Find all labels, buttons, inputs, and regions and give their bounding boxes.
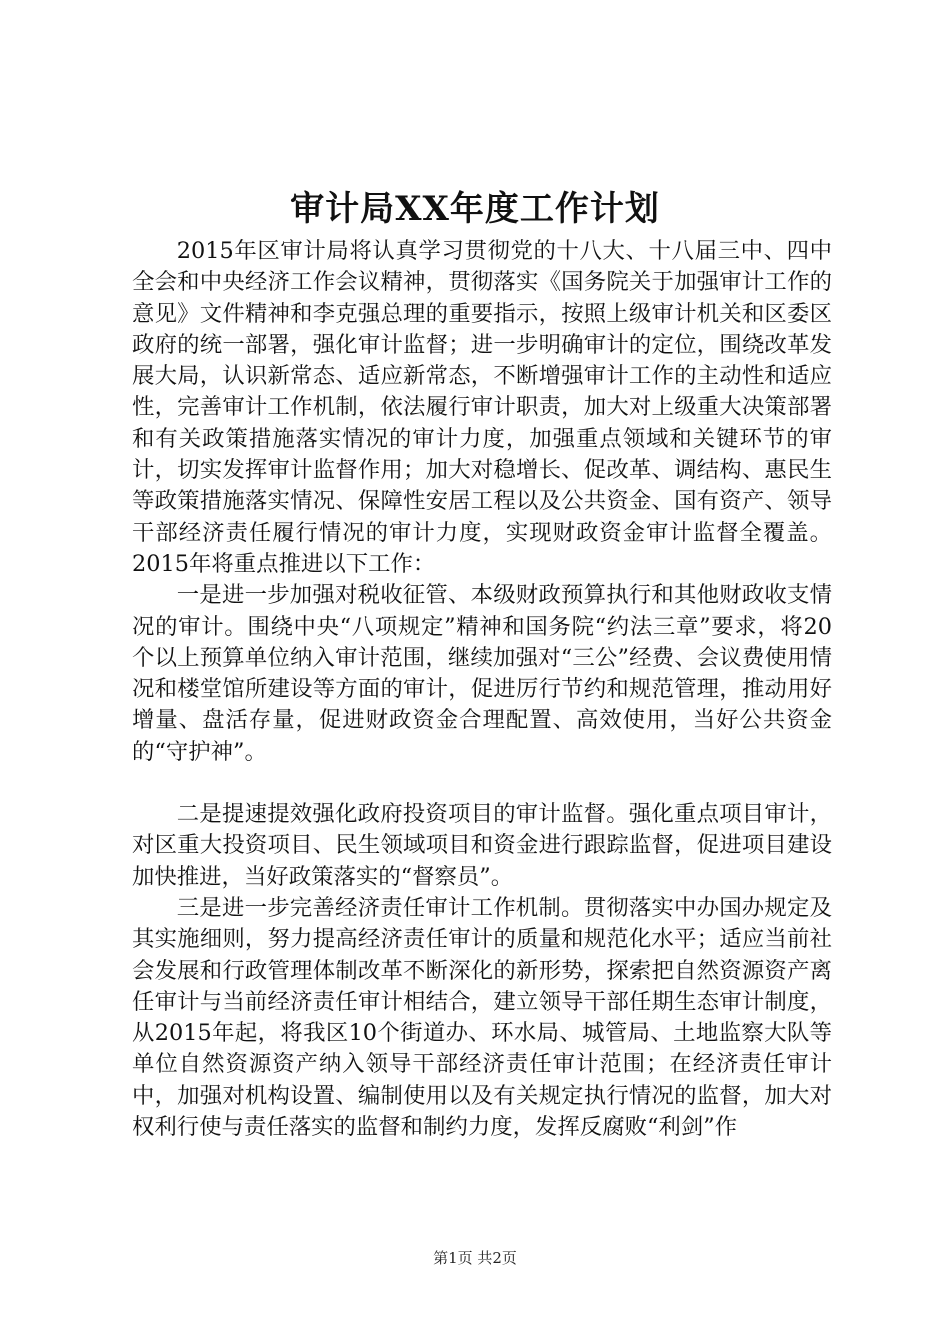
- paragraph-item-2: 二是提速提效强化政府投资项目的审计监督。强化重点项目审计，对区重大投资项目、民生领域项目和资金进行跟踪监督，促进项目建设加快推进，当好政策落实的“督察员”。: [132, 801, 832, 890]
- paragraph-item-1: 一是进一步加强对税收征管、本级财政预算执行和其他财政收支情况的审计。围绕中央“八项规定”精神和国务院“约法三章”要求，将20个以上预算单位纳入审计范围，继续加强对“三公”经费、会议费使用情况和楼堂馆所建设等方面的审计，促进厉行节约和规范管理，推动用好增量、盘活存量，促进财政资金合理配置、高效使用，当好公共资金的“守护神”。: [132, 582, 832, 765]
- paragraph-intro: 2015年区审计局将认真学习贯彻党的十八大、十八届三中、四中全会和中央经济工作会议精神，贯彻落实《国务院关于加强审计工作的意见》文件精神和李克强总理的重要指示，按照上级审计机关和区委区政府的统一部署，强化审计监督；进一步明确审计的定位，围绕改革发展大局，认识新常态、适应新常态，不断增强审计工作的主动性和适应性，完善审计工作机制，依法履行审计职责，加大对上级重大决策部署和有关政策措施落实情况的审计力度，加强重点领域和关键环节的审计，切实发挥审计监督作用；加大对稳增长、促改革、调结构、惠民生等政策措施落实情况、保障性安居工程以及公共资金、国有资产、领导干部经济责任履行情况的审计力度，实现财政资金审计监督全覆盖。2015年将重点推进以下工作：: [132, 238, 832, 577]
- document-title: 审计局XX年度工作计划: [290, 189, 660, 229]
- page-footer: 第1页 共2页: [433, 1249, 517, 1267]
- document-body: [132, 236, 832, 1143]
- paragraph-spacer: [132, 768, 832, 799]
- paragraph-item-3: 三是进一步完善经济责任审计工作机制。贯彻落实中办国办规定及其实施细则，努力提高经济责任审计的质量和规范化水平；适应当前社会发展和行政管理体制改革不断深化的新形势，探索把自然资源资产离任审计与当前经济责任审计相结合，建立领导干部任期生态审计制度，从2015年起，将我区10个街道办、环水局、城管局、土地监察大队等单位自然资源资产纳入领导干部经济责任审计范围；在经济责任审计中，加强对机构设置、编制使用以及有关规定执行情况的监督，加大对权利行使与责任落实的监督和制约力度，发挥反腐败“利剑”作: [132, 894, 832, 1141]
